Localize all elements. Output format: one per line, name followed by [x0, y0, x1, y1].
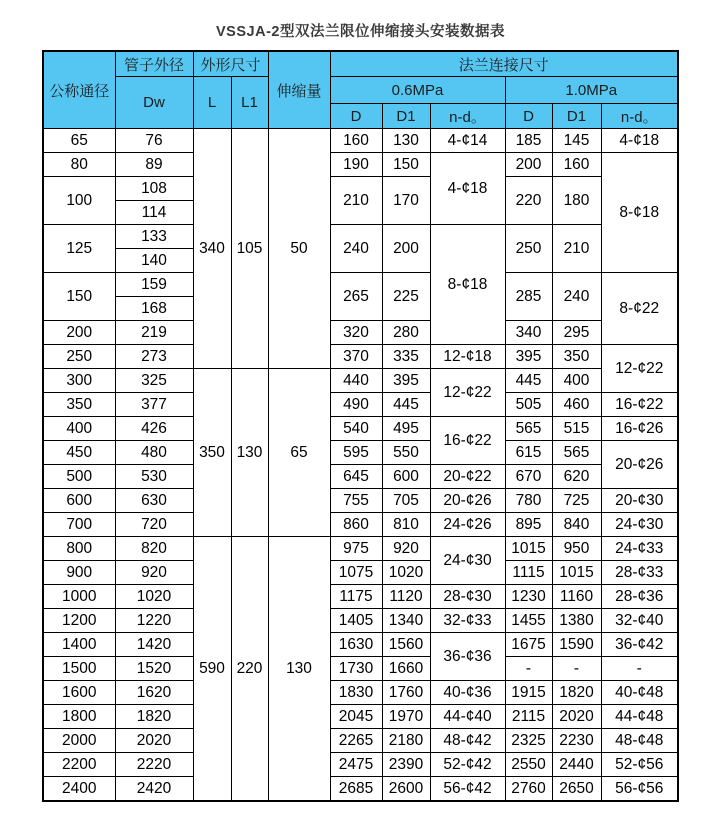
table-row	[43, 585, 678, 609]
data-cell: 460	[552, 393, 601, 417]
table-row	[43, 777, 678, 802]
data-cell: 65	[43, 129, 115, 153]
data-cell: -	[552, 657, 601, 681]
table-row	[43, 51, 678, 77]
data-cell: 1660	[382, 657, 430, 681]
data-cell: 2000	[43, 729, 115, 753]
table-row	[43, 177, 678, 201]
data-cell: 8-¢18	[601, 153, 678, 273]
data-cell: 440	[330, 369, 382, 393]
data-cell: 80	[43, 153, 115, 177]
data-cell: 280	[382, 321, 430, 345]
data-cell: 1455	[505, 609, 552, 633]
data-cell: 225	[382, 273, 430, 321]
data-cell: 450	[43, 441, 115, 465]
data-cell: 565	[505, 417, 552, 441]
data-cell: 2760	[505, 777, 552, 802]
data-cell: 725	[552, 489, 601, 513]
data-cell: 220	[231, 537, 268, 802]
data-cell: 8-¢22	[601, 273, 678, 345]
table-header	[43, 51, 678, 129]
data-cell: 1380	[552, 609, 601, 633]
data-cell: 505	[505, 393, 552, 417]
table-row	[43, 489, 678, 513]
data-cell: 273	[115, 345, 193, 369]
data-cell: 615	[505, 441, 552, 465]
table-row	[43, 729, 678, 753]
header-cell: 外形尺寸	[193, 51, 268, 77]
data-cell: 350	[193, 369, 231, 537]
data-cell: 65	[268, 369, 330, 537]
data-cell: 1020	[115, 585, 193, 609]
data-cell: 130	[382, 129, 430, 153]
data-cell: 340	[505, 321, 552, 345]
table-row	[43, 321, 678, 345]
data-cell: 16-¢22	[601, 393, 678, 417]
header-cell: D	[505, 104, 552, 129]
data-cell: 1915	[505, 681, 552, 705]
data-cell: 130	[231, 369, 268, 537]
data-cell: 2325	[505, 729, 552, 753]
table-row	[43, 273, 678, 297]
data-cell: 950	[552, 537, 601, 561]
data-cell: 340	[193, 129, 231, 369]
data-cell: 2020	[115, 729, 193, 753]
data-cell: 720	[115, 513, 193, 537]
data-cell: 12-¢22	[601, 345, 678, 393]
data-cell: 240	[330, 225, 382, 273]
table-row	[43, 441, 678, 465]
table-row	[43, 345, 678, 369]
header-cell: D1	[552, 104, 601, 129]
data-cell: 426	[115, 417, 193, 441]
data-cell: 1120	[382, 585, 430, 609]
data-cell: 600	[382, 465, 430, 489]
data-cell: 210	[552, 225, 601, 273]
data-cell: 250	[43, 345, 115, 369]
data-cell: 495	[382, 417, 430, 441]
data-cell: 295	[552, 321, 601, 345]
data-cell: 2550	[505, 753, 552, 777]
data-cell: 28-¢33	[601, 561, 678, 585]
data-cell: 755	[330, 489, 382, 513]
table-row	[43, 609, 678, 633]
data-cell: 40-¢48	[601, 681, 678, 705]
data-cell: 20-¢26	[601, 441, 678, 489]
data-cell: 1075	[330, 561, 382, 585]
data-cell: 185	[505, 129, 552, 153]
header-cell: n-d。	[601, 104, 678, 129]
table-row	[43, 561, 678, 585]
data-cell: 2400	[43, 777, 115, 802]
data-cell: 240	[552, 273, 601, 321]
data-cell: 52-¢56	[601, 753, 678, 777]
data-cell: 2045	[330, 705, 382, 729]
data-cell: 1015	[552, 561, 601, 585]
data-cell: 24-¢33	[601, 537, 678, 561]
data-cell: 2650	[552, 777, 601, 802]
data-cell: 89	[115, 153, 193, 177]
data-cell: 920	[115, 561, 193, 585]
data-cell: 210	[330, 177, 382, 225]
data-cell: 860	[330, 513, 382, 537]
data-cell: 160	[552, 153, 601, 177]
data-cell: 2020	[552, 705, 601, 729]
data-cell: 108	[115, 177, 193, 201]
header-cell: 管子外径	[115, 51, 193, 77]
data-cell: 4-¢18	[430, 153, 505, 225]
data-cell: 540	[330, 417, 382, 441]
data-cell: 1620	[115, 681, 193, 705]
data-cell: 20-¢22	[430, 465, 505, 489]
data-cell: 530	[115, 465, 193, 489]
data-cell: 2220	[115, 753, 193, 777]
data-cell: 1520	[115, 657, 193, 681]
data-cell: 895	[505, 513, 552, 537]
data-cell: 16-¢22	[430, 417, 505, 465]
data-cell: 395	[382, 369, 430, 393]
data-cell: 1400	[43, 633, 115, 657]
header-cell: Dw	[115, 77, 193, 129]
data-cell: 1200	[43, 609, 115, 633]
data-cell: 630	[115, 489, 193, 513]
header-cell: 1.0MPa	[505, 77, 678, 104]
data-cell: 2420	[115, 777, 193, 802]
data-cell: 36-¢36	[430, 633, 505, 681]
data-cell: 700	[43, 513, 115, 537]
data-cell: 350	[552, 345, 601, 369]
data-cell: 1220	[115, 609, 193, 633]
data-cell: 250	[505, 225, 552, 273]
data-cell: 1800	[43, 705, 115, 729]
data-cell: 1160	[552, 585, 601, 609]
data-cell: 1970	[382, 705, 430, 729]
data-cell: 56-¢42	[430, 777, 505, 802]
expansion-joint-data-table	[42, 50, 679, 802]
header-cell: D	[330, 104, 382, 129]
data-cell: 1340	[382, 609, 430, 633]
data-cell: 515	[552, 417, 601, 441]
data-cell: 20-¢30	[601, 489, 678, 513]
data-cell: 20-¢26	[430, 489, 505, 513]
data-cell: 44-¢48	[601, 705, 678, 729]
data-cell: 125	[43, 225, 115, 273]
table-row	[43, 633, 678, 657]
data-cell: 490	[330, 393, 382, 417]
data-cell: 1600	[43, 681, 115, 705]
table-row	[43, 369, 678, 393]
data-cell: 140	[115, 249, 193, 273]
data-cell: 445	[505, 369, 552, 393]
data-cell: 590	[193, 537, 231, 802]
table-row	[43, 681, 678, 705]
table-row	[43, 129, 678, 153]
data-cell: 2390	[382, 753, 430, 777]
data-cell: 52-¢42	[430, 753, 505, 777]
data-cell: 395	[505, 345, 552, 369]
data-cell: 32-¢33	[430, 609, 505, 633]
data-cell: 1675	[505, 633, 552, 657]
data-cell: 840	[552, 513, 601, 537]
table-row	[43, 753, 678, 777]
table-row	[43, 513, 678, 537]
data-cell: 1730	[330, 657, 382, 681]
data-cell: 150	[382, 153, 430, 177]
header-cell: 伸缩量	[268, 51, 330, 129]
data-cell: 1820	[115, 705, 193, 729]
data-cell: 820	[115, 537, 193, 561]
data-cell: 190	[330, 153, 382, 177]
data-cell: 28-¢30	[430, 585, 505, 609]
data-cell: 400	[552, 369, 601, 393]
data-cell: 445	[382, 393, 430, 417]
data-cell: 975	[330, 537, 382, 561]
data-cell: 595	[330, 441, 382, 465]
data-cell: 24-¢26	[430, 513, 505, 537]
data-cell: 150	[43, 273, 115, 321]
data-cell: 1015	[505, 537, 552, 561]
data-cell: 285	[505, 273, 552, 321]
data-cell: 130	[268, 537, 330, 802]
data-cell: 32-¢40	[601, 609, 678, 633]
data-cell: 350	[43, 393, 115, 417]
data-cell: 2180	[382, 729, 430, 753]
table-row	[43, 225, 678, 249]
data-cell: 1590	[552, 633, 601, 657]
table-body	[43, 129, 678, 802]
data-cell: 1830	[330, 681, 382, 705]
data-cell: 1115	[505, 561, 552, 585]
data-cell: 36-¢42	[601, 633, 678, 657]
data-cell: 159	[115, 273, 193, 297]
data-cell: 400	[43, 417, 115, 441]
data-cell: 133	[115, 225, 193, 249]
table-row	[43, 657, 678, 681]
data-cell: 48-¢42	[430, 729, 505, 753]
data-cell: 1560	[382, 633, 430, 657]
data-cell: 12-¢22	[430, 369, 505, 417]
data-cell: 1760	[382, 681, 430, 705]
data-cell: 620	[552, 465, 601, 489]
header-cell: n-d。	[430, 104, 505, 129]
data-cell: 114	[115, 201, 193, 225]
data-cell: 4-¢14	[430, 129, 505, 153]
data-cell: 168	[115, 297, 193, 321]
data-cell: 200	[505, 153, 552, 177]
table-row	[43, 153, 678, 177]
data-cell: 300	[43, 369, 115, 393]
data-cell: 920	[382, 537, 430, 561]
data-cell: 2475	[330, 753, 382, 777]
header-cell: L	[193, 77, 231, 129]
data-cell: 28-¢36	[601, 585, 678, 609]
data-cell: 44-¢40	[430, 705, 505, 729]
header-cell: 0.6MPa	[330, 77, 505, 104]
table-row	[43, 537, 678, 561]
data-cell: 100	[43, 177, 115, 225]
data-cell: 1230	[505, 585, 552, 609]
data-cell: 2265	[330, 729, 382, 753]
data-cell: 4-¢18	[601, 129, 678, 153]
data-cell: 325	[115, 369, 193, 393]
data-cell: 200	[43, 321, 115, 345]
data-cell: 550	[382, 441, 430, 465]
data-cell: 370	[330, 345, 382, 369]
data-cell: 1020	[382, 561, 430, 585]
header-cell: L1	[231, 77, 268, 129]
data-cell: 180	[552, 177, 601, 225]
header-cell: 公称通径	[43, 51, 115, 129]
data-cell: 670	[505, 465, 552, 489]
data-cell: 780	[505, 489, 552, 513]
data-cell: 265	[330, 273, 382, 321]
data-cell: 500	[43, 465, 115, 489]
data-cell: 600	[43, 489, 115, 513]
table-row	[43, 705, 678, 729]
table-row	[43, 393, 678, 417]
data-cell: 900	[43, 561, 115, 585]
data-cell: 800	[43, 537, 115, 561]
data-cell: 219	[115, 321, 193, 345]
data-cell: 2600	[382, 777, 430, 802]
data-cell: 1500	[43, 657, 115, 681]
data-cell: 16-¢26	[601, 417, 678, 441]
data-cell: 160	[330, 129, 382, 153]
data-cell: 105	[231, 129, 268, 369]
data-cell: 1000	[43, 585, 115, 609]
data-cell: 1175	[330, 585, 382, 609]
data-cell: 335	[382, 345, 430, 369]
header-cell: D1	[382, 104, 430, 129]
data-cell: 40-¢36	[430, 681, 505, 705]
table-row	[43, 465, 678, 489]
data-cell: 76	[115, 129, 193, 153]
data-cell: 200	[382, 225, 430, 273]
data-cell: 56-¢56	[601, 777, 678, 802]
header-cell: 法兰连接尺寸	[330, 51, 678, 77]
data-cell: 24-¢30	[430, 537, 505, 585]
data-cell: 705	[382, 489, 430, 513]
data-cell: 2115	[505, 705, 552, 729]
data-cell: -	[505, 657, 552, 681]
data-cell: 12-¢18	[430, 345, 505, 369]
data-cell: 480	[115, 441, 193, 465]
data-cell: -	[601, 657, 678, 681]
data-cell: 2230	[552, 729, 601, 753]
data-cell: 220	[505, 177, 552, 225]
data-cell: 2685	[330, 777, 382, 802]
data-cell: 1420	[115, 633, 193, 657]
data-cell: 1630	[330, 633, 382, 657]
data-cell: 810	[382, 513, 430, 537]
data-cell: 50	[268, 129, 330, 369]
data-cell: 2440	[552, 753, 601, 777]
table-row	[43, 417, 678, 441]
data-cell: 145	[552, 129, 601, 153]
data-cell: 320	[330, 321, 382, 345]
data-cell: 24-¢30	[601, 513, 678, 537]
data-cell: 170	[382, 177, 430, 225]
table-row	[43, 77, 678, 104]
data-cell: 377	[115, 393, 193, 417]
data-cell: 48-¢48	[601, 729, 678, 753]
data-cell: 645	[330, 465, 382, 489]
data-cell: 2200	[43, 753, 115, 777]
page-title: VSSJA-2型双法兰限位伸缩接头安装数据表	[216, 24, 505, 40]
data-cell: 1405	[330, 609, 382, 633]
data-cell: 8-¢18	[430, 225, 505, 345]
data-cell: 1820	[552, 681, 601, 705]
data-cell: 565	[552, 441, 601, 465]
